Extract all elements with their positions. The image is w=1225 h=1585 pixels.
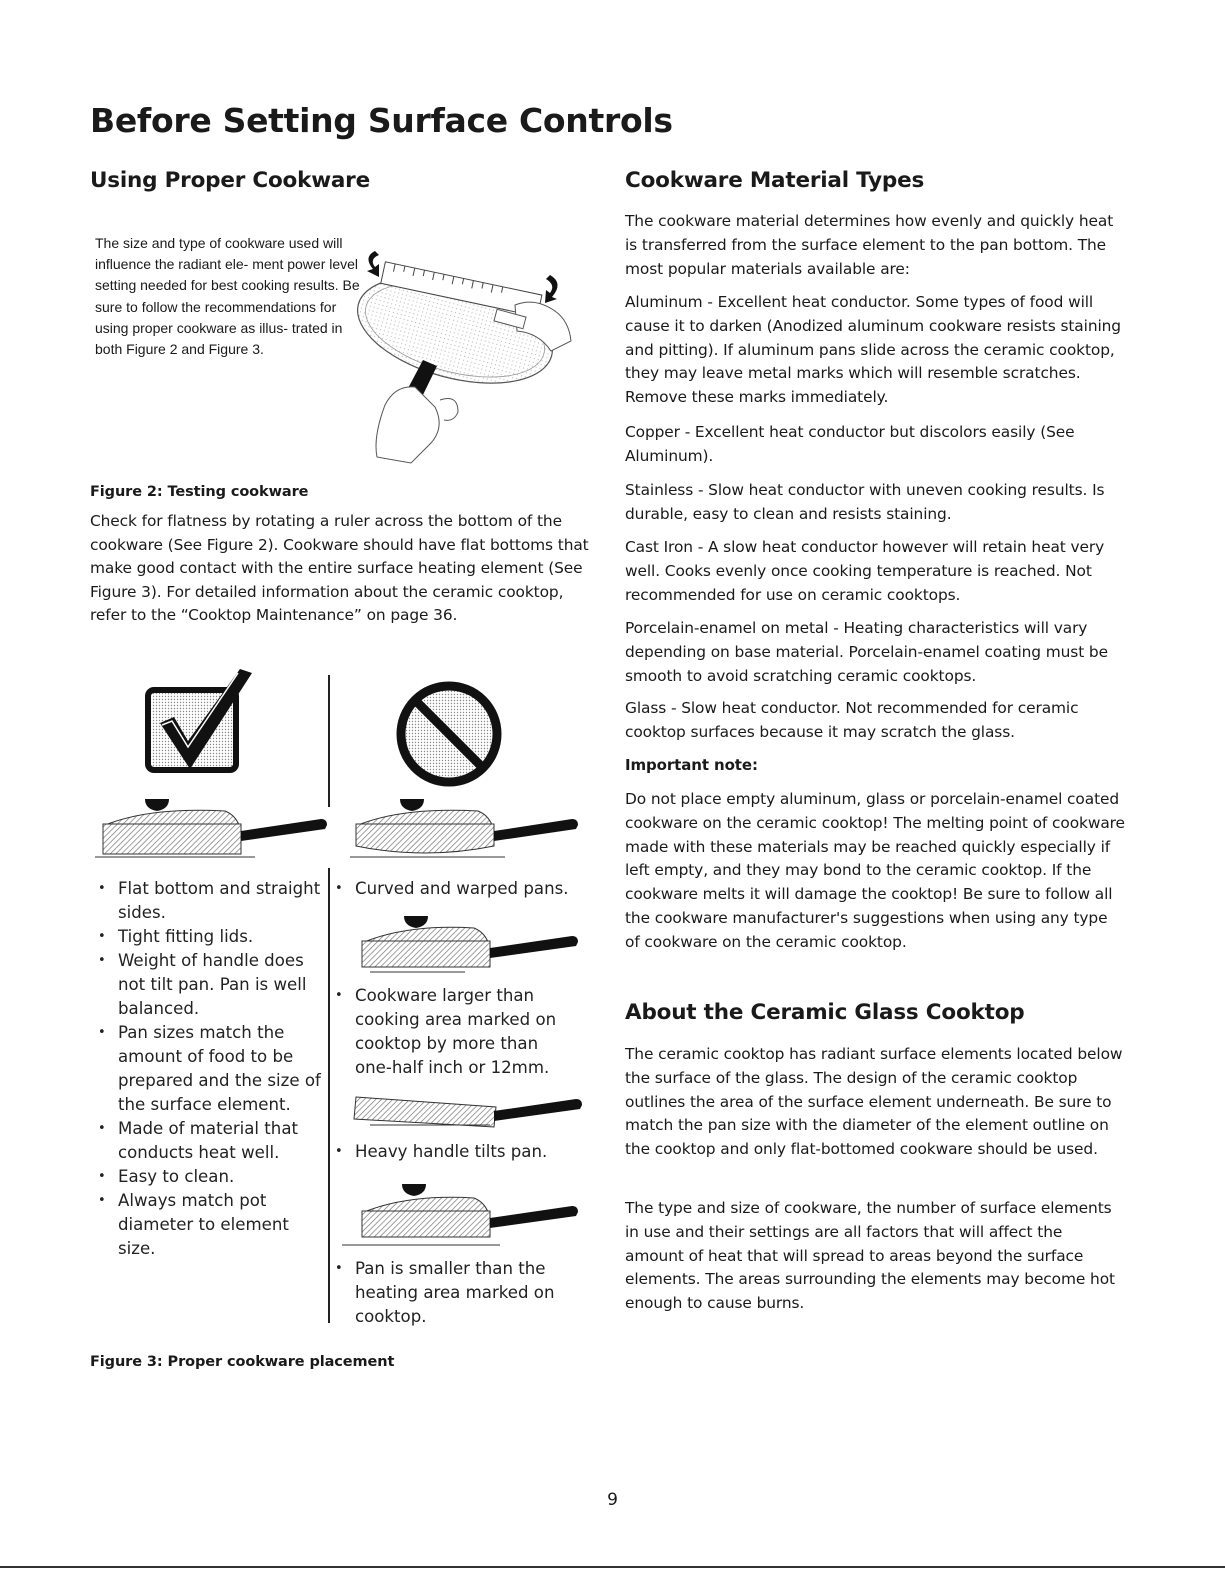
no-symbol-icon — [393, 678, 505, 790]
ceramic-paragraph-1: The ceramic cooktop has radiant surface elements located below the surface of the glass. The design of the ceramic cooktop outlines the area of the surface element underneath. Be sure to match the pan size with the diameter of the element outline on the cooktop and only flat-bottomed cookware should be used. — [625, 1045, 1123, 1159]
materials-intro: The cookware material determines how evenly and quickly heat is transferred from the surface element to the pan bottom. The most popular materials available are: — [625, 212, 1114, 278]
list-item: • Easy to clean. — [90, 1165, 330, 1189]
figure-3-caption: Figure 3: Proper cookware placement — [90, 1354, 395, 1370]
list-item: • Made of material that conducts heat well. — [90, 1117, 330, 1165]
good-pan-illustration — [95, 795, 330, 860]
list-item: • Weight of handle does not tilt pan. Pan is well balanced. — [90, 949, 330, 1021]
small-pan-illustration — [340, 1180, 580, 1250]
porcelain-paragraph: Porcelain-enamel on metal - Heating characteristics will vary depending on base material. Porcelain-enamel coating must be smooth to avoid scratching ceramic cooktops. — [625, 619, 1108, 685]
figure-2-caption: Figure 2: Testing cookware — [90, 484, 309, 500]
important-note-label: Important note: — [625, 756, 758, 774]
bottom-rule — [0, 1566, 1225, 1568]
copper-paragraph: Copper - Excellent heat conductor but discolors easily (See Aluminum). — [625, 423, 1075, 465]
list-item: • Pan sizes match the amount of food to be prepared and the size of the surface element. — [90, 1021, 330, 1117]
page-number: 9 — [607, 1490, 618, 1510]
list-item: • Tight fitting lids. — [90, 925, 330, 949]
intro-paragraph: The size and type of cookware used will influence the radiant ele- ment power level setting needed for best cooking results. Be sure to follow the recommendations for using proper cookware as illus- trated in both Figure 2 and Figure 3. — [95, 235, 360, 358]
rotate-arrow-icon — [367, 251, 379, 277]
bad-cookware-item: • Heavy handle tilts pan. — [327, 1140, 567, 1164]
testing-cookware-illustration — [345, 235, 590, 465]
important-note-text: Do not place empty aluminum, glass or porcelain-enamel coated cookware on the ceramic cooktop! The melting point of cookware made with these materials may be reached quickly especially if left empty, and they may bond to the ceramic cooktop. If the cookware melts it will damage the cooktop! Be sure to follow all the cookware manufacturer's suggestions when using any type of cookware on the ceramic cooktop. — [625, 790, 1125, 951]
list-item: • Always match pot diameter to element size. — [90, 1189, 330, 1261]
heading-using-proper-cookware: Using Proper Cookware — [90, 168, 370, 193]
rotate-arrow-icon — [545, 275, 558, 303]
heading-cookware-material-types: Cookware Material Types — [625, 168, 925, 193]
list-item: • Flat bottom and straight sides. — [90, 877, 330, 925]
column-divider — [328, 675, 330, 807]
good-cookware-list — [90, 877, 330, 1261]
aluminum-paragraph: Aluminum - Excellent heat conductor. Some types of food will cause it to darken (Anodized aluminum cookware resists staining and pitting). If aluminum pans slide across the ceramic cooktop, they may leave metal marks which will resemble scratches. Remove these marks immediately. — [625, 293, 1121, 407]
bad-cookware-item: • Curved and warped pans. — [327, 877, 587, 901]
heading-ceramic-glass-cooktop: About the Ceramic Glass Cooktop — [625, 1000, 1025, 1025]
cast-iron-paragraph: Cast Iron - A slow heat conductor however will retain heat very well. Cooks evenly once cooking temperature is reached. Not recommended for use on ceramic cooktops. — [625, 538, 1105, 604]
glass-paragraph: Glass - Slow heat conductor. Not recommended for ceramic cooktop surfaces because it may scratch the glass. — [625, 699, 1079, 741]
bad-cookware-item: • Cookware larger than cooking area marked on cooktop by more than one-half inch or 12mm. — [327, 984, 567, 1080]
checkmark-icon — [140, 665, 255, 775]
stainless-paragraph: Stainless - Slow heat conductor with uneven cooking results. Is durable, easy to clean and resists staining. — [625, 481, 1105, 523]
page-title: Before Setting Surface Controls — [90, 101, 673, 140]
curved-pan-illustration — [350, 795, 580, 860]
bad-cookware-item: • Pan is smaller than the heating area marked on cooktop. — [327, 1257, 567, 1329]
flatness-paragraph: Check for flatness by rotating a ruler across the bottom of the cookware (See Figure 2). Cookware should have flat bottoms that make good contact with the entire surface heating element (See Figure 3). For detailed information about the ceramic cooktop, refer to the “Cooktop Maintenance” on page 36. — [90, 512, 589, 625]
ceramic-paragraph-2: The type and size of cookware, the number of surface elements in use and their settings are all factors that will affect the amount of heat that will spread to areas beyond the surface elements. The areas surrounding the elements may become hot enough to cause burns. — [625, 1199, 1115, 1313]
large-pan-illustration — [350, 912, 580, 977]
tilted-pan-illustration — [350, 1085, 580, 1135]
